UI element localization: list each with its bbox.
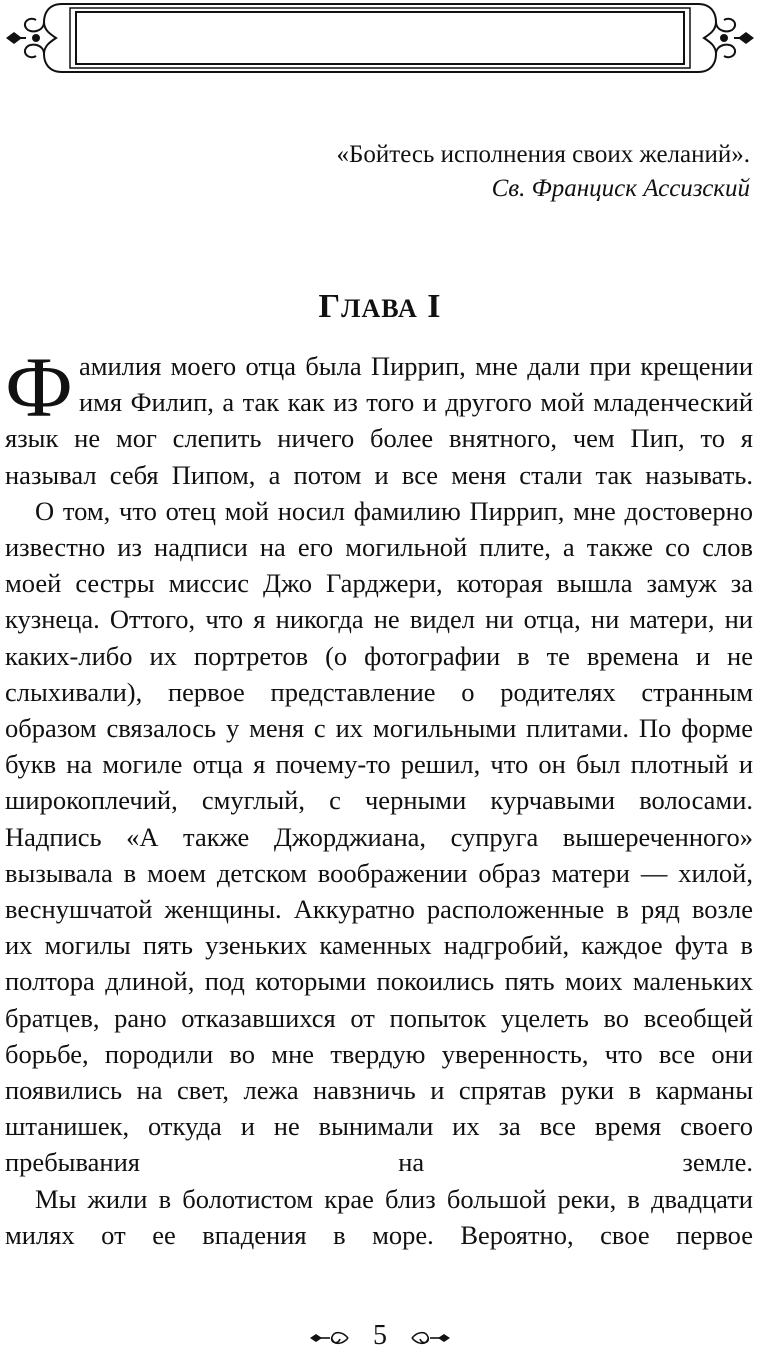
- paragraph-3: Мы жили в болотистом крае близ большой реки, в двадцати милях от ее впадения в море. Вероятно, свое первое: [5, 1183, 753, 1250]
- chapter-title: [0, 288, 760, 326]
- epigraph-source: Св. Франциск Ассизский: [491, 175, 750, 202]
- epigraph: [50, 138, 750, 206]
- body-text: [5, 339, 753, 1253]
- drop-cap: Ф: [5, 339, 73, 435]
- header-ornament-frame: [0, 0, 760, 80]
- footer-ornament-left-icon: [308, 1327, 352, 1349]
- page-number: 5: [373, 1320, 387, 1351]
- epigraph-quote: «Бойтесь исполнения своих желаний».: [336, 141, 750, 168]
- page-footer: [0, 1320, 760, 1352]
- chapter-number: I: [427, 288, 442, 325]
- chapter-word-initial: Г: [318, 288, 342, 325]
- paragraph-1: [5, 339, 753, 493]
- paragraph-2: О том, что отец мой носил фамилию Пиррип, мне достоверно известно из надписи на его могильной плите, а также со слов моей сестры миссис Джо Гарджери, которая вышла замуж за кузнеца. Оттого, что я никогда не видел ни отца, ни матери, ни каких-либо их портретов (о фотографии в те времена и не слыхивали), первое представление о родителях странным образом связалось у меня с их могильными плитами. По форме букв на могиле отца я почему-то решил, что он был плотный и широкоплечий, смуглый, с черными курчавыми волосами. Надпись «А также Джорджиана, супруга вышереченного» вызывала в моем детском воображении образ матери — хилой, веснушчатой женщины. Аккуратно расположенные в ряд возле их могилы пять узеньких каменных надгробий, каждое фута в полтора длиной, под которыми покоились пять моих маленьких братцев, рано отказавшихся от попыток уцелеть во всеобщей борьбе, породили во мне твердую уверенность, что все они появились на свет, лежа навзничь и спрятав руки в карманы штанишек, откуда и не вынимали их за все время своего пребывания на земле.: [5, 495, 753, 1178]
- chapter-word-rest: ЛАВА: [341, 294, 418, 323]
- footer-ornament-right-icon: [408, 1327, 452, 1349]
- paragraph-1-text: амилия моего отца была Пиррип, мне дали при крещении имя Филип, а так как из того и другого мой младенческий язык не мог слепить ничего более внятного, чем Пип, то я называл себя Пипом, а потом и все меня стали так называть.: [5, 351, 753, 490]
